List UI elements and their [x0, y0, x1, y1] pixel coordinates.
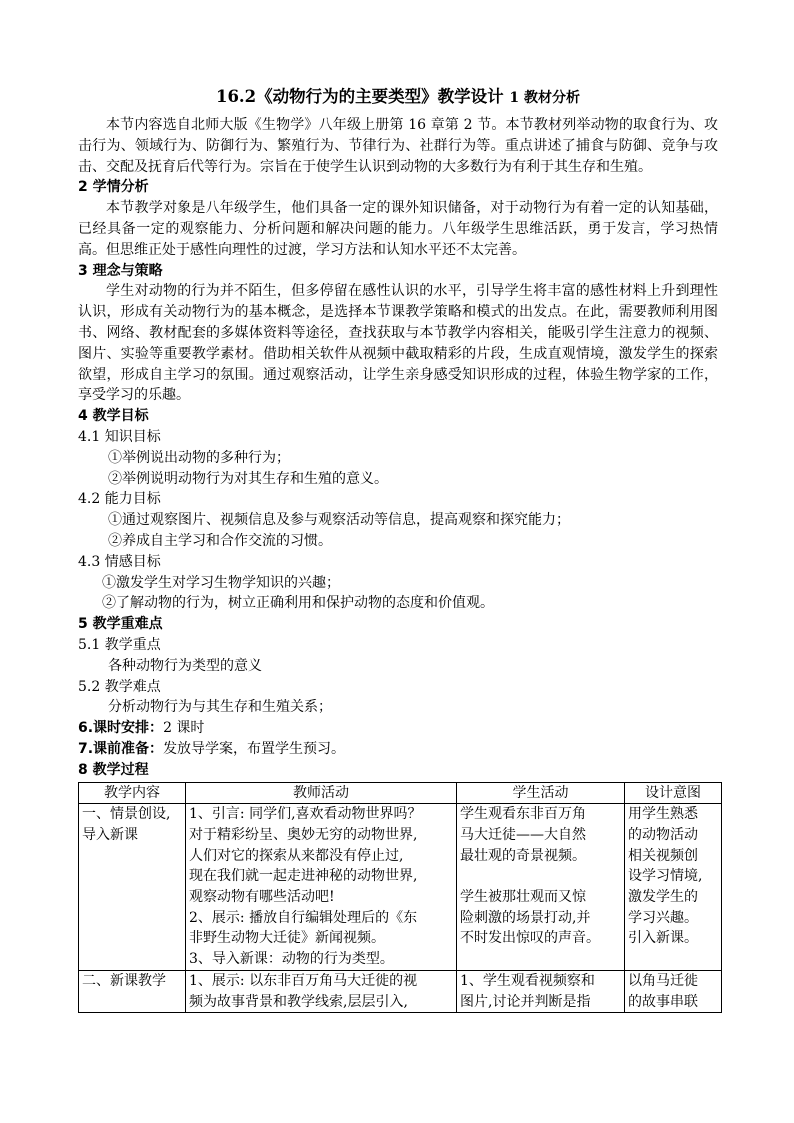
key-point-text: 各种动物行为类型的意义	[108, 657, 262, 674]
cell-line: 对于精彩纷呈、奥妙无穷的动物世界,	[189, 826, 418, 843]
cell-line: 1、学生观看视频察和	[460, 972, 595, 989]
section-4-heading: 4 教学目标	[78, 408, 149, 425]
section-6-value: 2 课时	[163, 720, 205, 737]
title-text: 16.2《动物行为的主要类型》教学设计	[215, 87, 504, 106]
section-3-heading: 3 理念与策略	[78, 262, 163, 279]
table-cell-teacher	[186, 970, 457, 1012]
cell-line: 二、新课教学	[82, 972, 166, 989]
cell-line: 学生被那壮观而又惊	[460, 889, 586, 905]
table-cell-content	[79, 804, 186, 971]
table-cell-content	[79, 970, 186, 1012]
document-title	[78, 84, 718, 111]
table-header-cell: 设计意图	[625, 782, 722, 804]
table-row	[79, 804, 722, 971]
cell-line: 相关视频创	[628, 847, 698, 864]
table-cell-intent	[625, 970, 722, 1012]
section-7	[78, 739, 718, 760]
cell-line: 最壮观的奇景视频。	[460, 847, 586, 864]
cell-line: 以角马迁徙	[628, 972, 698, 989]
section-3-paragraph: 学生对动物的行为并不陌生，但多停留在感性认识的水平，引导学生将丰富的感性材料上升到理性认识，形成有关动物行为的基本概念，是选择本节课教学策略和模式的出发点。在此，需要教师利用图书、网络、教材配套的多媒体资料等途径，查找获取与本节教学内容相关，能吸引学生注意力的视频、图片、实验等重要教学素材。借助相关软件从视频中截取精彩的片段，生成直观情境，激发学生的探索欲望，形成自主学习的氛围。通过观察活动，让学生亲身感受知识形成的过程，体验生物学家的工作，享受学习的乐趣。	[78, 283, 718, 404]
subsection-5-1-heading: 5.1 教学重点	[78, 636, 161, 653]
section-1-heading: 1 教材分析	[509, 90, 581, 106]
cell-line: 马大迁徒——大自然	[460, 826, 586, 843]
table-header-row	[79, 782, 722, 804]
table-header-cell: 教师活动	[186, 782, 457, 804]
section-6	[78, 718, 718, 739]
subsection-4-3-heading: 4.3 情感目标	[78, 553, 161, 570]
section-1-paragraph: 本节内容选自北师大版《生物学》八年级上册第 16 章第 2 节。本节教材列举动物的取食行为、攻击行为、领域行为、防御行为、繁殖行为、节律行为、社群行为等。重点讲述了捕食与防御、竞争与攻击、交配及抚育后代等行为。宗旨在于使学生认识到动物的大多数行为有利于其生存和生殖。	[78, 117, 718, 175]
cell-line: 激发学生的	[628, 889, 698, 906]
cell-line: 不时发出惊叹的声音。	[460, 930, 600, 947]
cell-line: 险刺激的场景打动,并	[460, 909, 591, 926]
cell-line: 现在我们就一起走进神秘的动物世界,	[189, 868, 418, 885]
table-cell-student	[457, 970, 625, 1012]
teaching-process-table	[78, 782, 722, 1014]
difficult-point-text: 分析动物行为与其生存和生殖关系；	[108, 699, 332, 716]
cell-line: 观察动物有哪些活动吧!	[189, 889, 335, 906]
goal-item: ②了解动物的行为，树立正确利用和保护动物的态度和价值观。	[102, 595, 494, 612]
cell-line: 设学习情境,	[628, 868, 703, 885]
document-page	[78, 84, 718, 1013]
goal-item: ②养成自主学习和合作交流的习惯。	[108, 532, 332, 549]
cell-line: 的故事串联	[628, 993, 698, 1010]
subsection-5-2-heading: 5.2 教学难点	[78, 678, 161, 695]
table-header-cell: 教学内容	[79, 782, 186, 804]
cell-line: 用学生熟悉	[628, 806, 698, 823]
table-cell-teacher	[186, 804, 457, 971]
section-7-value: 发放导学案，布置学生预习。	[163, 740, 346, 757]
cell-line: 引入新课。	[628, 930, 698, 947]
cell-line: 3、导入新课：动物的行为类型。	[189, 951, 394, 968]
subsection-4-2-heading: 4.2 能力目标	[78, 491, 161, 508]
section-7-label: 7.课前准备：	[78, 740, 164, 757]
cell-line: 1、展示: 以东非百万角马大迁徙的视	[189, 972, 418, 989]
goal-item: ①激发学生对学习生物学知识的兴趣；	[102, 574, 340, 591]
cell-line: 人们对它的探索从来都没有停止过,	[189, 847, 404, 864]
section-6-label: 6.课时安排：	[78, 720, 164, 737]
table-header-cell: 学生活动	[457, 782, 625, 804]
cell-line: 的动物活动	[628, 826, 698, 843]
goal-item: ②举例说明动物行为对其生存和生殖的意义。	[108, 470, 388, 487]
cell-line: 一、情景创设,	[82, 806, 171, 823]
goal-item: ①举例说出动物的多种行为；	[108, 449, 290, 466]
cell-line: 图片,讨论并判断是指	[460, 993, 591, 1010]
cell-line: 学生观看东非百万角	[460, 806, 586, 823]
table-cell-student	[457, 804, 625, 971]
section-2-paragraph: 本节教学对象是八年级学生，他们具备一定的课外知识储备，对于动物行为有着一定的认知基础，已经具备一定的观察能力、分析问题和解决问题的能力。八年级学生思维活跃，勇于发言，学习热情高。但思维正处于感性向理性的过渡，学习方法和认知水平还不太完善。	[78, 200, 718, 258]
cell-line: 导入新课	[82, 826, 138, 843]
section-8-heading: 8 教学过程	[78, 761, 149, 778]
section-5-heading: 5 教学重难点	[78, 616, 163, 633]
cell-line: 学习兴趣。	[628, 909, 698, 926]
cell-line: 非野生动物大迁徒》新闻视频。	[189, 930, 385, 947]
cell-line: 1、引言: 同学们,喜欢看动物世界吗？	[189, 806, 422, 823]
cell-gap	[460, 866, 621, 887]
subsection-4-1-heading: 4.1 知识目标	[78, 428, 161, 445]
cell-line: 频为故事背景和教学线索,层层引入,	[189, 993, 408, 1010]
goal-item: ①通过观察图片、视频信息及参与观察活动等信息，提高观察和探究能力；	[108, 512, 570, 529]
cell-line: 2、展示: 播放自行编辑处理后的《东	[189, 909, 418, 926]
section-2-heading: 2 学情分析	[78, 179, 149, 196]
table-row	[79, 970, 722, 1012]
table-cell-intent	[625, 804, 722, 971]
